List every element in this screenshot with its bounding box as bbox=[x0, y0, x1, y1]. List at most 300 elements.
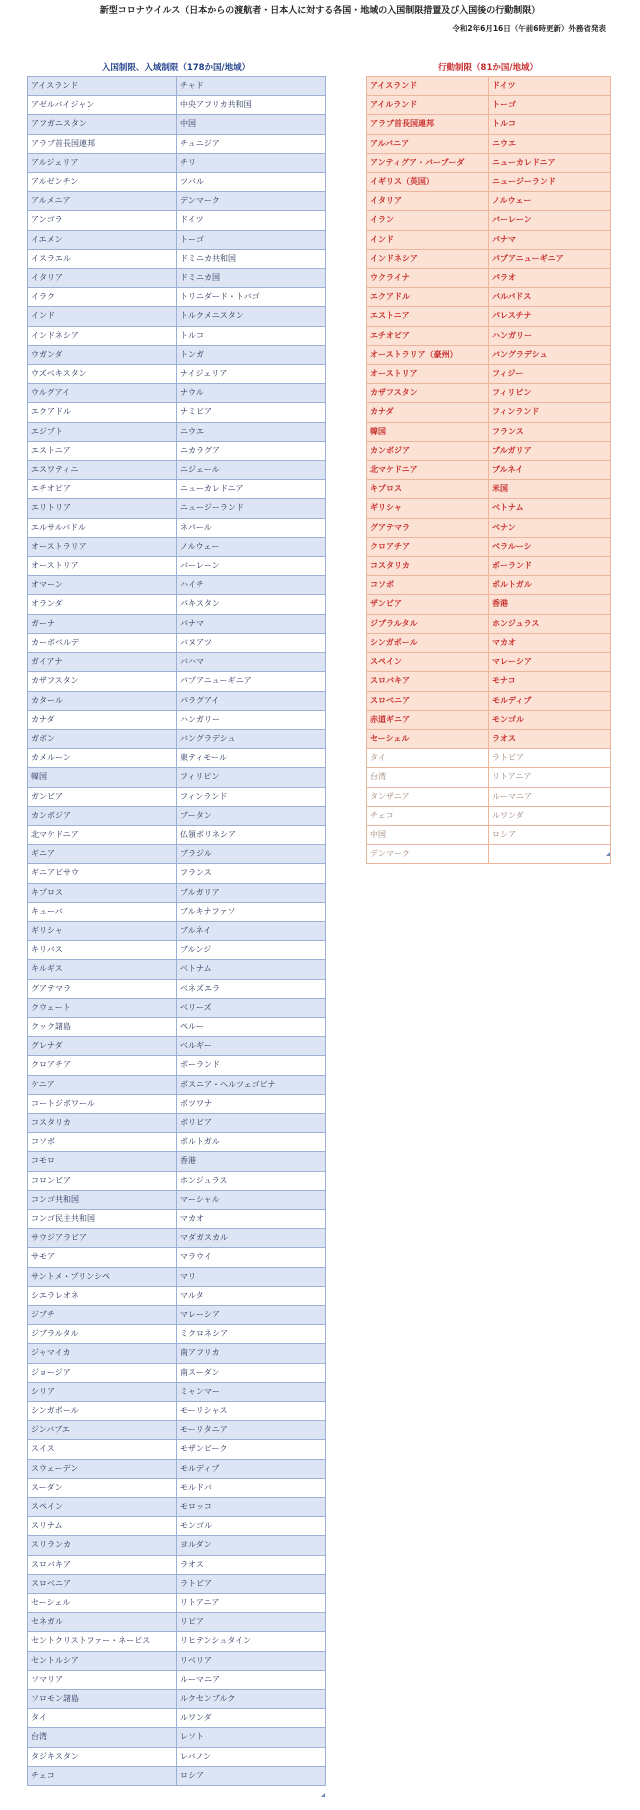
country-cell: マーシャル bbox=[177, 1190, 326, 1209]
country-cell: 中国 bbox=[177, 115, 326, 134]
table-row bbox=[28, 998, 326, 1017]
country-cell: バーレーン bbox=[177, 557, 326, 576]
table-row bbox=[367, 480, 611, 499]
table-row bbox=[28, 134, 326, 153]
table-row bbox=[28, 537, 326, 556]
country-cell: フィンランド bbox=[489, 403, 611, 422]
country-cell: セーシェル bbox=[367, 729, 489, 748]
country-cell: アフガニスタン bbox=[28, 115, 177, 134]
table-row bbox=[367, 422, 611, 441]
country-cell: エリトリア bbox=[28, 499, 177, 518]
country-cell: スイス bbox=[28, 1440, 177, 1459]
country-cell: ドミニカ国 bbox=[177, 269, 326, 288]
table-row bbox=[367, 576, 611, 595]
country-cell: フィリピン bbox=[177, 768, 326, 787]
country-cell: コソボ bbox=[28, 1133, 177, 1152]
table-row bbox=[367, 173, 611, 192]
country-cell: ジンバブエ bbox=[28, 1421, 177, 1440]
country-cell: バヌアツ bbox=[177, 633, 326, 652]
country-cell: エクアドル bbox=[367, 288, 489, 307]
country-cell: サウジアラビア bbox=[28, 1229, 177, 1248]
country-cell: シリア bbox=[28, 1382, 177, 1401]
table-row bbox=[28, 1478, 326, 1497]
table-row bbox=[28, 1229, 326, 1248]
country-cell: コモロ bbox=[28, 1152, 177, 1171]
country-cell bbox=[489, 845, 611, 864]
country-cell: ブルネイ bbox=[489, 461, 611, 480]
table-row bbox=[28, 1382, 326, 1401]
country-cell: ラオス bbox=[177, 1555, 326, 1574]
country-cell: ザンビア bbox=[367, 595, 489, 614]
table-row bbox=[28, 192, 326, 211]
table-row bbox=[28, 1267, 326, 1286]
table-row bbox=[28, 614, 326, 633]
country-cell: モザンビーク bbox=[177, 1440, 326, 1459]
country-cell: ホンジュラス bbox=[489, 614, 611, 633]
country-cell: ナイジェリア bbox=[177, 365, 326, 384]
country-cell: モルディブ bbox=[489, 691, 611, 710]
country-cell: 香港 bbox=[489, 595, 611, 614]
table-row bbox=[367, 845, 611, 864]
country-cell: アルメニア bbox=[28, 192, 177, 211]
country-cell: ツバル bbox=[177, 173, 326, 192]
country-cell: コスタリカ bbox=[28, 1113, 177, 1132]
country-cell: ルーマニア bbox=[489, 787, 611, 806]
table-row bbox=[28, 1498, 326, 1517]
table-row bbox=[28, 595, 326, 614]
country-cell: チャド bbox=[177, 77, 326, 96]
country-cell: ベナン bbox=[489, 518, 611, 537]
table-row bbox=[28, 729, 326, 748]
country-cell: ベトナム bbox=[177, 960, 326, 979]
country-cell: ヨルダン bbox=[177, 1536, 326, 1555]
country-cell: ギニアビサウ bbox=[28, 864, 177, 883]
table-row bbox=[28, 1632, 326, 1651]
page-title: 新型コロナウイルス（日本からの渡航者・日本人に対する各国・地域の入国制限措置及び入国後の行動制限） bbox=[99, 6, 541, 16]
table-row bbox=[367, 557, 611, 576]
country-cell: サモア bbox=[28, 1248, 177, 1267]
country-cell: スロバキア bbox=[367, 672, 489, 691]
country-cell: マラウイ bbox=[177, 1248, 326, 1267]
country-cell: トルクメニスタン bbox=[177, 307, 326, 326]
country-cell: レバノン bbox=[177, 1747, 326, 1766]
table-row bbox=[28, 269, 326, 288]
country-cell: ウガンダ bbox=[28, 345, 177, 364]
table-row bbox=[28, 461, 326, 480]
activity-restrictions-heading: 行動制限（81か国/地域） bbox=[438, 63, 538, 73]
table-row bbox=[28, 403, 326, 422]
country-cell: オランダ bbox=[28, 595, 177, 614]
country-cell: アイスランド bbox=[367, 77, 489, 96]
table-row bbox=[367, 403, 611, 422]
country-cell: アルジェリア bbox=[28, 153, 177, 172]
country-cell: マリ bbox=[177, 1267, 326, 1286]
table-row bbox=[28, 1152, 326, 1171]
table-row bbox=[28, 384, 326, 403]
country-cell: トーゴ bbox=[177, 230, 326, 249]
country-cell: バルバドス bbox=[489, 288, 611, 307]
country-cell: ネパール bbox=[177, 518, 326, 537]
table-row bbox=[28, 1459, 326, 1478]
table-row bbox=[367, 211, 611, 230]
country-cell: チェコ bbox=[28, 1766, 177, 1785]
country-cell: モンゴル bbox=[489, 710, 611, 729]
country-cell: ジブラルタル bbox=[367, 614, 489, 633]
country-cell: ケニア bbox=[28, 1075, 177, 1094]
table-row bbox=[367, 749, 611, 768]
country-cell: ポーランド bbox=[489, 557, 611, 576]
country-cell: エジプト bbox=[28, 422, 177, 441]
table-row bbox=[28, 768, 326, 787]
country-cell: サントメ・プリンシペ bbox=[28, 1267, 177, 1286]
country-cell: トルコ bbox=[489, 115, 611, 134]
country-cell: ニウエ bbox=[177, 422, 326, 441]
table-row bbox=[28, 710, 326, 729]
country-cell: カナダ bbox=[367, 403, 489, 422]
country-cell: イギリス（英国） bbox=[367, 173, 489, 192]
country-cell: ウクライナ bbox=[367, 269, 489, 288]
table-row bbox=[367, 537, 611, 556]
country-cell: コートジボワール bbox=[28, 1094, 177, 1113]
table-row bbox=[28, 749, 326, 768]
country-cell: 韓国 bbox=[28, 768, 177, 787]
country-cell: モロッコ bbox=[177, 1498, 326, 1517]
table-row bbox=[28, 1709, 326, 1728]
table-row bbox=[28, 921, 326, 940]
country-cell: コソボ bbox=[367, 576, 489, 595]
country-cell: ガイアナ bbox=[28, 653, 177, 672]
table-row bbox=[28, 1555, 326, 1574]
table-row bbox=[367, 729, 611, 748]
table-row bbox=[367, 499, 611, 518]
country-cell: ロシア bbox=[489, 825, 611, 844]
table-row bbox=[28, 672, 326, 691]
country-cell: モナコ bbox=[489, 672, 611, 691]
country-cell: ラオス bbox=[489, 729, 611, 748]
country-cell: エストニア bbox=[28, 441, 177, 460]
table-row bbox=[28, 1190, 326, 1209]
table-row bbox=[28, 326, 326, 345]
country-cell: イタリア bbox=[367, 192, 489, 211]
table-row bbox=[28, 576, 326, 595]
country-cell: ニューカレドニア bbox=[177, 480, 326, 499]
country-cell: セントクリストファー・ネービス bbox=[28, 1632, 177, 1651]
country-cell: ウルグアイ bbox=[28, 384, 177, 403]
country-cell: キプロス bbox=[367, 480, 489, 499]
country-cell: インドネシア bbox=[367, 249, 489, 268]
table-row bbox=[28, 1517, 326, 1536]
country-cell: トルコ bbox=[177, 326, 326, 345]
table-row bbox=[28, 1766, 326, 1785]
table-corner-marker bbox=[606, 852, 610, 856]
country-cell: ナウル bbox=[177, 384, 326, 403]
country-cell: ジブラルタル bbox=[28, 1325, 177, 1344]
table-row bbox=[28, 633, 326, 652]
country-cell: インド bbox=[28, 307, 177, 326]
country-cell: リトアニア bbox=[177, 1594, 326, 1613]
country-cell: ジブチ bbox=[28, 1306, 177, 1325]
country-cell: 南スーダン bbox=[177, 1363, 326, 1382]
entry-restrictions-table bbox=[27, 76, 326, 1786]
publication-date: 令和2年6月16日（午前6時更新）外務省発表 bbox=[452, 24, 606, 33]
table-row bbox=[28, 480, 326, 499]
table-row bbox=[28, 825, 326, 844]
table-row bbox=[28, 307, 326, 326]
table-row bbox=[28, 1286, 326, 1305]
table-row bbox=[367, 691, 611, 710]
country-cell: ペルー bbox=[177, 1017, 326, 1036]
activity-restrictions-table bbox=[366, 76, 611, 864]
table-row bbox=[367, 115, 611, 134]
country-cell: キルギス bbox=[28, 960, 177, 979]
country-cell: ニュージーランド bbox=[177, 499, 326, 518]
table-row bbox=[367, 192, 611, 211]
country-cell: トーゴ bbox=[489, 96, 611, 115]
table-row bbox=[28, 115, 326, 134]
country-cell: パラグアイ bbox=[177, 691, 326, 710]
table-row bbox=[28, 173, 326, 192]
country-cell: カメルーン bbox=[28, 749, 177, 768]
country-cell: レソト bbox=[177, 1728, 326, 1747]
country-cell: アゼルバイジャン bbox=[28, 96, 177, 115]
country-cell: アンゴラ bbox=[28, 211, 177, 230]
country-cell: ハイチ bbox=[177, 576, 326, 595]
table-row bbox=[367, 806, 611, 825]
country-cell: ニューカレドニア bbox=[489, 153, 611, 172]
country-cell: ルクセンブルク bbox=[177, 1690, 326, 1709]
country-cell: カンボジア bbox=[28, 806, 177, 825]
table-row bbox=[367, 633, 611, 652]
country-cell: インドネシア bbox=[28, 326, 177, 345]
country-cell: ベネズエラ bbox=[177, 979, 326, 998]
country-cell: シエラレオネ bbox=[28, 1286, 177, 1305]
country-cell: ニュージーランド bbox=[489, 173, 611, 192]
table-row bbox=[28, 499, 326, 518]
country-cell: エスワティニ bbox=[28, 461, 177, 480]
country-cell: マカオ bbox=[177, 1209, 326, 1228]
table-row bbox=[28, 1017, 326, 1036]
country-cell: ラトビア bbox=[177, 1574, 326, 1593]
country-cell: リビア bbox=[177, 1613, 326, 1632]
table-row bbox=[28, 960, 326, 979]
country-cell: ロシア bbox=[177, 1766, 326, 1785]
country-cell: ハンガリー bbox=[489, 326, 611, 345]
country-cell: エルサルバドル bbox=[28, 518, 177, 537]
table-row bbox=[28, 1209, 326, 1228]
country-cell: ノルウェー bbox=[489, 192, 611, 211]
country-cell: 台湾 bbox=[28, 1728, 177, 1747]
country-cell: ブルキナファソ bbox=[177, 902, 326, 921]
country-cell: パナマ bbox=[177, 614, 326, 633]
country-cell: ベリーズ bbox=[177, 998, 326, 1017]
country-cell: インド bbox=[367, 230, 489, 249]
country-cell: オーストリア bbox=[28, 557, 177, 576]
country-cell: パナマ bbox=[489, 230, 611, 249]
country-cell: コンゴ共和国 bbox=[28, 1190, 177, 1209]
table-row bbox=[367, 768, 611, 787]
country-cell: スロバキア bbox=[28, 1555, 177, 1574]
country-cell: パレスチナ bbox=[489, 307, 611, 326]
table-row bbox=[367, 153, 611, 172]
country-cell: シンガポール bbox=[28, 1402, 177, 1421]
country-cell: ソマリア bbox=[28, 1670, 177, 1689]
table-row bbox=[28, 1075, 326, 1094]
table-row bbox=[28, 288, 326, 307]
country-cell: イタリア bbox=[28, 269, 177, 288]
table-row bbox=[28, 1133, 326, 1152]
table-row bbox=[28, 1325, 326, 1344]
table-row bbox=[367, 77, 611, 96]
country-cell: モルディブ bbox=[177, 1459, 326, 1478]
table-row bbox=[28, 1613, 326, 1632]
country-cell: オーストラリア bbox=[28, 537, 177, 556]
table-row bbox=[28, 77, 326, 96]
table-row bbox=[28, 345, 326, 364]
country-cell: ナミビア bbox=[177, 403, 326, 422]
table-row bbox=[28, 211, 326, 230]
country-cell: イラク bbox=[28, 288, 177, 307]
table-row bbox=[367, 614, 611, 633]
country-cell: スロベニア bbox=[28, 1574, 177, 1593]
table-row bbox=[28, 1094, 326, 1113]
country-cell: オーストラリア（豪州） bbox=[367, 345, 489, 364]
country-cell: カタール bbox=[28, 691, 177, 710]
country-cell: アルゼンチン bbox=[28, 173, 177, 192]
country-cell: シンガポール bbox=[367, 633, 489, 652]
country-cell: ブルガリア bbox=[489, 441, 611, 460]
country-cell: ボツワナ bbox=[177, 1094, 326, 1113]
country-cell: フランス bbox=[489, 422, 611, 441]
country-cell: ベトナム bbox=[489, 499, 611, 518]
country-cell: デンマーク bbox=[177, 192, 326, 211]
country-cell: キプロス bbox=[28, 883, 177, 902]
table-row bbox=[28, 153, 326, 172]
table-row bbox=[28, 691, 326, 710]
country-cell: チェコ bbox=[367, 806, 489, 825]
country-cell: カナダ bbox=[28, 710, 177, 729]
country-cell: デンマーク bbox=[367, 845, 489, 864]
country-cell: アラブ首長国連邦 bbox=[28, 134, 177, 153]
country-cell: クック諸島 bbox=[28, 1017, 177, 1036]
country-cell: ドイツ bbox=[489, 77, 611, 96]
country-cell: フィンランド bbox=[177, 787, 326, 806]
country-cell: イスラエル bbox=[28, 249, 177, 268]
table-row bbox=[367, 825, 611, 844]
country-cell: ルーマニア bbox=[177, 1670, 326, 1689]
country-cell: イエメン bbox=[28, 230, 177, 249]
table-row bbox=[367, 230, 611, 249]
table-row bbox=[367, 134, 611, 153]
country-cell: ポーランド bbox=[177, 1056, 326, 1075]
table-row bbox=[28, 422, 326, 441]
table-row bbox=[28, 1440, 326, 1459]
country-cell: オーストリア bbox=[367, 365, 489, 384]
table-row bbox=[28, 1594, 326, 1613]
country-cell: ルワンダ bbox=[177, 1709, 326, 1728]
table-row bbox=[367, 269, 611, 288]
country-cell: ルワンダ bbox=[489, 806, 611, 825]
table-row bbox=[367, 345, 611, 364]
table-row bbox=[28, 1344, 326, 1363]
country-cell: バングラデシュ bbox=[489, 345, 611, 364]
entry-restrictions-heading: 入国制限、入域制限（178か国/地域） bbox=[101, 63, 251, 73]
table-row bbox=[367, 461, 611, 480]
country-cell: ニカラグア bbox=[177, 441, 326, 460]
country-cell: カザフスタン bbox=[367, 384, 489, 403]
table-row bbox=[28, 902, 326, 921]
table-row bbox=[367, 595, 611, 614]
country-cell: アルバニア bbox=[367, 134, 489, 153]
table-row bbox=[28, 518, 326, 537]
country-cell: モンゴル bbox=[177, 1517, 326, 1536]
country-cell: スペイン bbox=[367, 653, 489, 672]
country-cell: チリ bbox=[177, 153, 326, 172]
country-cell: マルタ bbox=[177, 1286, 326, 1305]
country-cell: スウェーデン bbox=[28, 1459, 177, 1478]
table-corner-marker bbox=[321, 1793, 325, 1797]
country-cell: パプアニューギニア bbox=[177, 672, 326, 691]
country-cell: カーボベルデ bbox=[28, 633, 177, 652]
country-cell: ガンビア bbox=[28, 787, 177, 806]
country-cell: 中国 bbox=[367, 825, 489, 844]
table-row bbox=[28, 941, 326, 960]
table-row bbox=[367, 249, 611, 268]
country-cell: クウェート bbox=[28, 998, 177, 1017]
country-cell: ブルガリア bbox=[177, 883, 326, 902]
country-cell: 東ティモール bbox=[177, 749, 326, 768]
country-cell: トリニダード・トバゴ bbox=[177, 288, 326, 307]
country-cell: モーリシャス bbox=[177, 1402, 326, 1421]
country-cell: ボスニア・ヘルツェゴビナ bbox=[177, 1075, 326, 1094]
table-row bbox=[28, 1056, 326, 1075]
table-row bbox=[367, 672, 611, 691]
country-cell: ソロモン諸島 bbox=[28, 1690, 177, 1709]
country-cell: マダガスカル bbox=[177, 1229, 326, 1248]
country-cell: アイスランド bbox=[28, 77, 177, 96]
country-cell: トンガ bbox=[177, 345, 326, 364]
table-row bbox=[28, 979, 326, 998]
country-cell: ポルトガル bbox=[177, 1133, 326, 1152]
country-cell: アイルランド bbox=[367, 96, 489, 115]
country-cell: クロアチア bbox=[28, 1056, 177, 1075]
country-cell: スロベニア bbox=[367, 691, 489, 710]
country-cell: タイ bbox=[28, 1709, 177, 1728]
country-cell: スリナム bbox=[28, 1517, 177, 1536]
country-cell: 香港 bbox=[177, 1152, 326, 1171]
table-row bbox=[28, 1037, 326, 1056]
country-cell: マカオ bbox=[489, 633, 611, 652]
table-row bbox=[28, 864, 326, 883]
country-cell: マレーシア bbox=[489, 653, 611, 672]
table-row bbox=[367, 96, 611, 115]
country-cell: タンザニア bbox=[367, 787, 489, 806]
country-cell: ベルギー bbox=[177, 1037, 326, 1056]
table-row bbox=[28, 1171, 326, 1190]
table-row bbox=[28, 249, 326, 268]
country-cell: エクアドル bbox=[28, 403, 177, 422]
country-cell: アンティグア・バーブーダ bbox=[367, 153, 489, 172]
table-row bbox=[367, 441, 611, 460]
country-cell: ボリビア bbox=[177, 1113, 326, 1132]
table-row bbox=[28, 1651, 326, 1670]
country-cell: キューバ bbox=[28, 902, 177, 921]
country-cell: タジキスタン bbox=[28, 1747, 177, 1766]
country-cell: 南アフリカ bbox=[177, 1344, 326, 1363]
table-row bbox=[367, 518, 611, 537]
table-row bbox=[28, 845, 326, 864]
table-row bbox=[28, 230, 326, 249]
table-row bbox=[28, 883, 326, 902]
